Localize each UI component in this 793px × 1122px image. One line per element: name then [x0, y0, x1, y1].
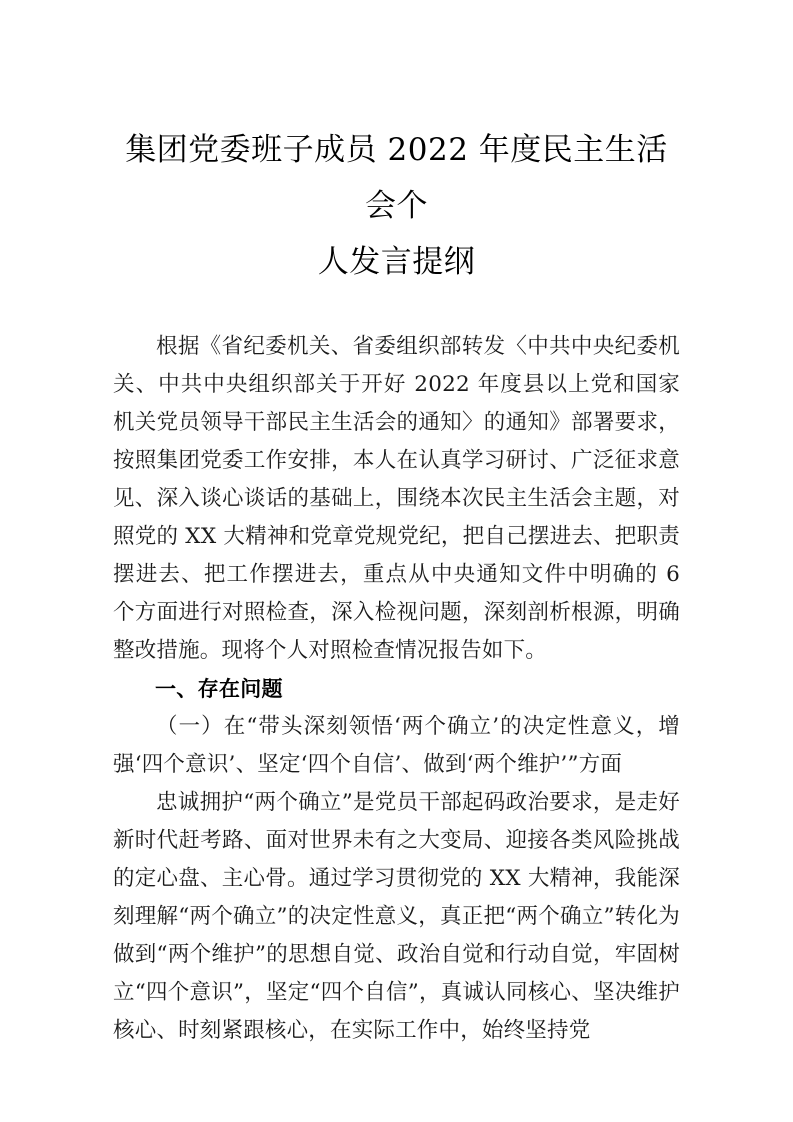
page-title: [113, 0, 680, 290]
paragraph-intro: 根据《省纪委机关、省委组织部转发〈中共中央纪委机关、中共中央组织部关于开好 2022 年度县以上党和国家机关党员领导干部民主生活会的通知〉的通知》部署要求，按照集团党委工作安排，本人在认真学习研讨、广泛征求意见、深入谈心谈话的基础上，围绕本次民主生活会主题，对照党的 XX 大精神和党章党规党纪，把自己摆进去、把职责摆进去、把工作摆进去，重点从中央通知文件中明确的 6 个方面进行对照检查，深入检视问题，深刻剖析根源，明确整改措施。现将个人对照检查情况报告如下。: [113, 334, 680, 663]
page-title-line-2: 人发言提纲: [317, 244, 476, 280]
title-spacer: [113, 290, 680, 328]
subsection-heading-1-1: （一）在“带头深刻领悟‘两个确立’的决定性意义，增强‘四个意识’、坚定‘四个自信’、做到‘两个维护’”方面: [113, 714, 680, 777]
subsection-body-1-1: 忠诚拥护“两个确立”是党员干部起码政治要求，是走好新时代赶考路、面对世界未有之大变局、迎接各类风险挑战的定心盘、主心骨。通过学习贯彻党的 XX 大精神，我能深刻理解“两个确立”的决定性意义，真正把“两个确立”转化为做到“两个维护”的思想自觉、政治自觉和行动自觉，牢固树立“四个意识”，坚定“四个自信”，真诚认同核心、坚决维护核心、时刻紧跟核心，在实际工作中，始终坚持党: [113, 790, 680, 1043]
section-heading-existing-problems: 一、存在问题: [155, 677, 283, 701]
page-title-line-1: 集团党委班子成员 2022 年度民主生活会个: [125, 132, 668, 224]
document-content: [113, 0, 680, 1050]
